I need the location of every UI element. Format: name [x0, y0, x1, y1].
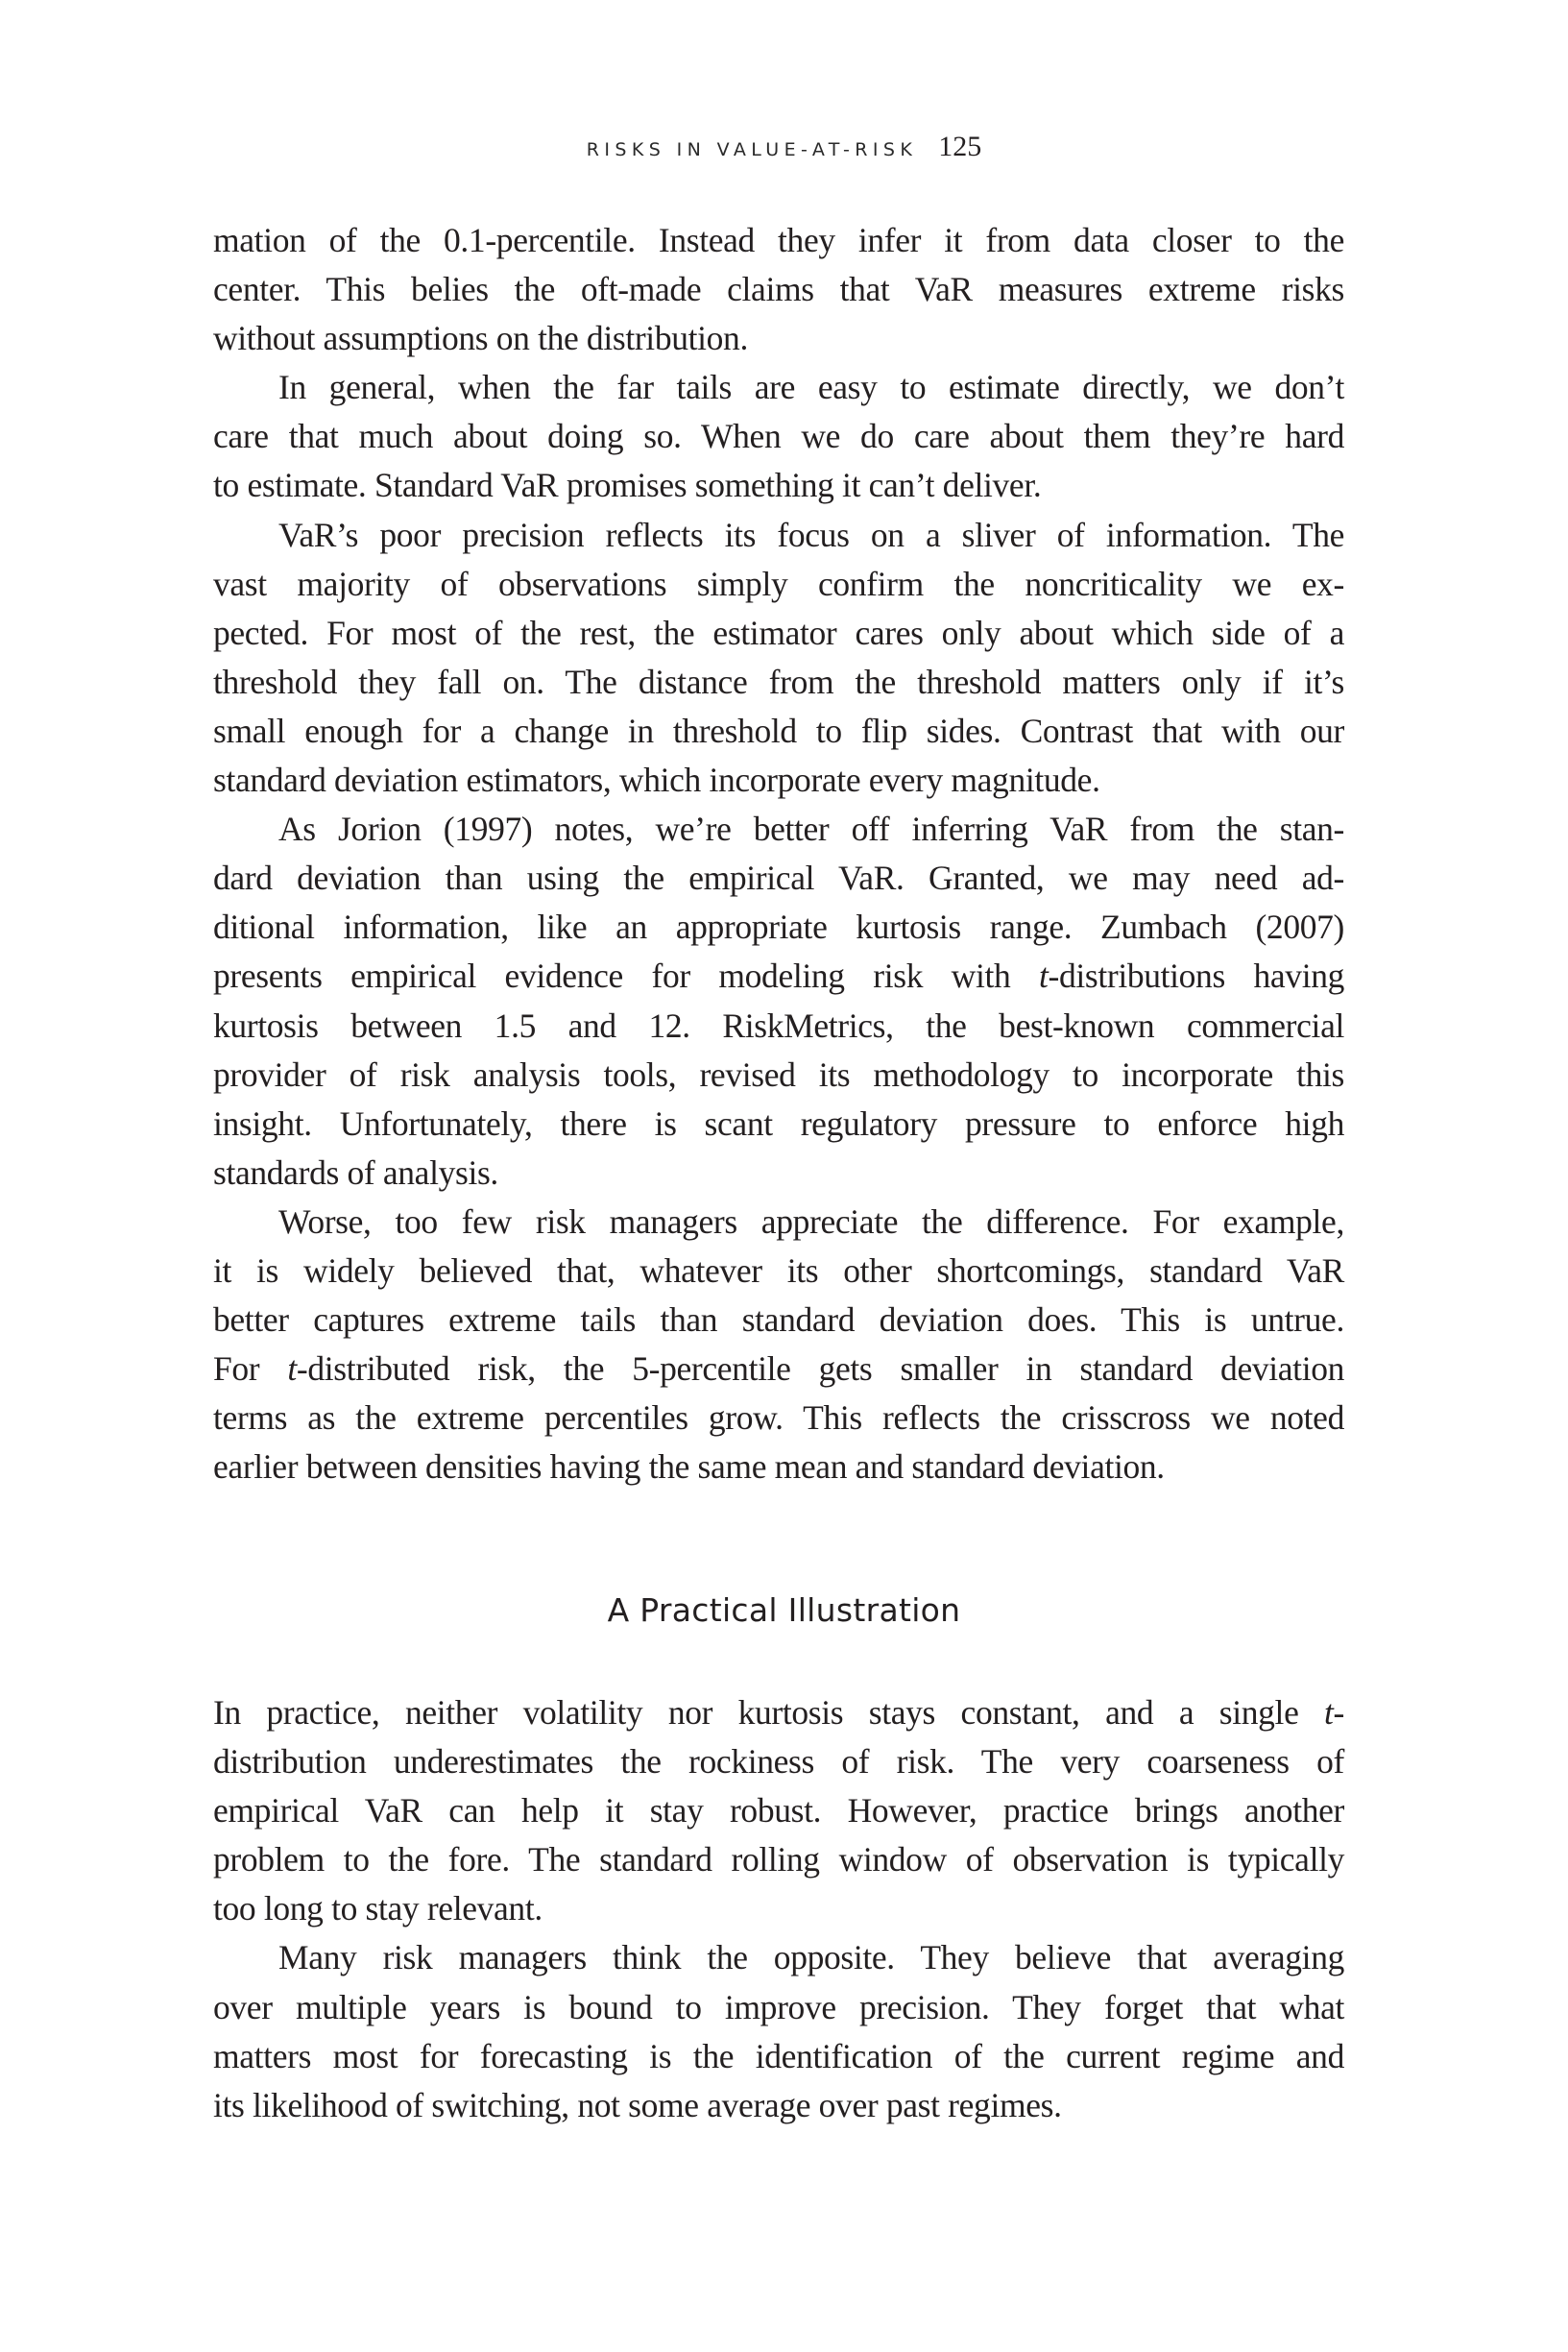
text-line: standard deviation estimators, which incorporate every magnitude. [213, 761, 1100, 800]
text-fragment: -distributions having [1048, 957, 1345, 996]
text-line: In general, when the far tails are easy to estimate directly, we don’t [278, 368, 1344, 407]
text-line: it is widely believed that, whatever its other shortcomings, standard VaR [213, 1250, 1344, 1290]
text-line: problem to the fore. The standard rolling window of observation is typically [213, 1840, 1344, 1879]
text-line: to estimate. Standard VaR promises something it can’t deliver. [213, 466, 1042, 505]
text-line: center. This belies the oft-made claims that VaR measures extreme risks [213, 270, 1344, 309]
text-line [213, 1688, 1344, 1737]
text-line: mation of the 0.1-percentile. Instead they infer it from data closer to the [213, 221, 1344, 259]
text-line: distribution underestimates the rockiness of risk. The very coarseness of [213, 1742, 1344, 1782]
text-line: insight. Unfortunately, there is scant regulatory pressure to enforce high [213, 1103, 1344, 1143]
text-line: dard deviation than using the empirical VaR. Granted, we may need ad- [213, 859, 1344, 898]
section-heading: A Practical Illustration [607, 1591, 961, 1629]
text-line: ditional information, like an appropriate kurtosis range. Zumbach (2007) [213, 908, 1344, 947]
running-head-title: RISKS IN VALUE-AT-RISK [586, 139, 918, 160]
text-line: terms as the extreme percentiles grow. This reflects the crisscross we noted [213, 1398, 1344, 1438]
text-line: over multiple years is bound to improve precision. They forget that what [213, 1987, 1344, 2026]
text-line: threshold they fall on. The distance from the threshold matters only if it’s [213, 662, 1344, 701]
text-line: provider of risk analysis tools, revised its methodology to incorporate this [213, 1055, 1344, 1094]
text-fragment: -distributed risk, the 5-percentile gets smaller in standard deviation [296, 1349, 1345, 1389]
text-fragment: - [1333, 1693, 1344, 1732]
text-line: matters most for forecasting is the identification of the current regime and [213, 2036, 1344, 2075]
text-line: small enough for a change in threshold to flip sides. Contrast that with our [213, 711, 1344, 750]
text-line: As Jorion (1997) notes, we’re better off inferring VaR from the stan- [278, 810, 1344, 849]
text-line: vast majority of observations simply confirm the noncriticality we ex- [213, 564, 1344, 603]
text-line: better captures extreme tails than standard deviation does. This is untrue. [213, 1300, 1344, 1340]
running-head [0, 131, 1568, 162]
text-line: care that much about doing so. When we do care about them they’re hard [213, 417, 1344, 456]
text-line: without assumptions on the distribution. [213, 319, 748, 358]
text-line: too long to stay relevant. [213, 1889, 543, 1928]
text-fragment: presents empirical evidence for modeling risk with [213, 957, 1039, 996]
text-line [213, 952, 1344, 1001]
text-line: earlier between densities having the same mean and standard deviation. [213, 1447, 1165, 1487]
text-line: empirical VaR can help it stay robust. However, practice brings another [213, 1791, 1344, 1831]
text-line: Many risk managers think the opposite. They believe that averaging [278, 1938, 1344, 1977]
text-line: VaR’s poor precision reflects its focus on a sliver of information. The [278, 515, 1344, 554]
body-text-section-2 [213, 1688, 1344, 2130]
body-text-section-1 [213, 216, 1344, 1491]
text-fragment: For [213, 1349, 288, 1389]
italic-variable: t [287, 1349, 297, 1389]
text-line: its likelihood of switching, not some average over past regimes. [213, 2085, 1062, 2124]
italic-variable: t [1038, 957, 1049, 996]
text-line: standards of analysis. [213, 1152, 498, 1192]
text-line: Worse, too few risk managers appreciate the difference. For example, [278, 1201, 1344, 1241]
italic-variable: t [1324, 1693, 1334, 1732]
text-line: pected. For most of the rest, the estimator cares only about which side of a [213, 613, 1344, 652]
text-fragment: In practice, neither volatility nor kurtosis stays constant, and a single [213, 1693, 1324, 1732]
text-line [213, 1345, 1344, 1394]
text-line: kurtosis between 1.5 and 12. RiskMetrics, the best-known commercial [213, 1006, 1344, 1045]
page-number: 125 [938, 131, 982, 162]
